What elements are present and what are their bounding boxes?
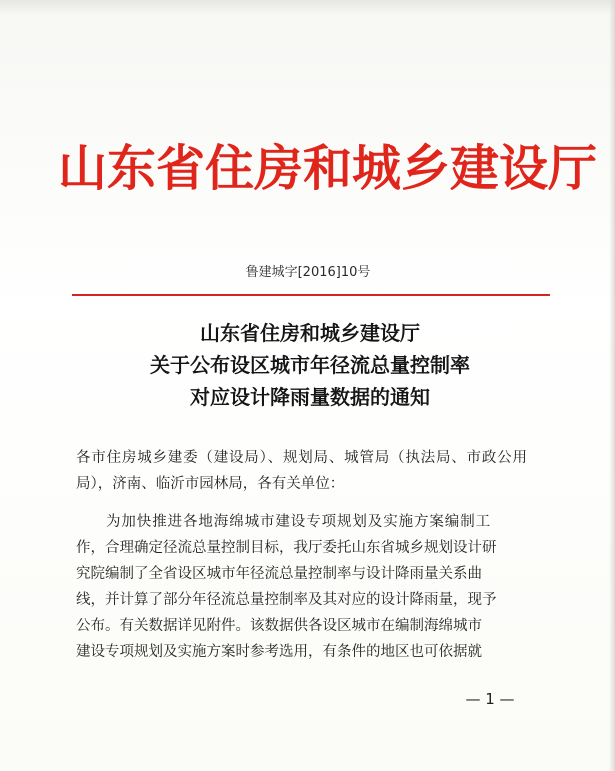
page-number: — 1 — <box>465 690 515 708</box>
body-line-3: 为加快推进各地海绵城市建设专项规划及实施方案编制工 <box>106 514 491 530</box>
notice-title-line-2: 关于公布设区城市年径流总量控制率 <box>150 353 470 377</box>
body-line-4: 作，合理确定径流总量控制目标，我厅委托山东省城乡规划设计研 <box>76 540 497 556</box>
body-line-5: 究院编制了全省设区城市年径流总量控制率与设计降雨量关系曲 <box>76 566 482 582</box>
notice-title-line-3: 对应设计降雨量数据的通知 <box>190 385 430 409</box>
body-line-8: 建设专项规划及实施方案时参考选用，有条件的地区也可依据就 <box>76 644 482 660</box>
notice-title-line-1: 山东省住房和城乡建设厅 <box>200 321 420 345</box>
red-header-org-title: 山东省住房和城乡建设厅 <box>58 139 598 197</box>
scan-shadow-top <box>0 0 615 14</box>
body-line-6: 线，并计算了部分年径流总量控制率及其对应的设计降雨量，现予 <box>76 592 497 608</box>
body-line-7: 公布。有关数据详见附件。该数据供各设区城市在编制海绵城市 <box>76 618 482 634</box>
scan-shadow-right <box>609 0 615 771</box>
document-number: 鲁建城字[2016]10号 <box>245 265 371 280</box>
body-line-2: 局），济南、临沂市园林局，各有关单位： <box>76 476 345 492</box>
red-divider-line <box>72 294 550 296</box>
body-line-1: 各市住房城乡建委（建设局）、规划局、城管局（执法局、市政公用 <box>76 450 528 466</box>
